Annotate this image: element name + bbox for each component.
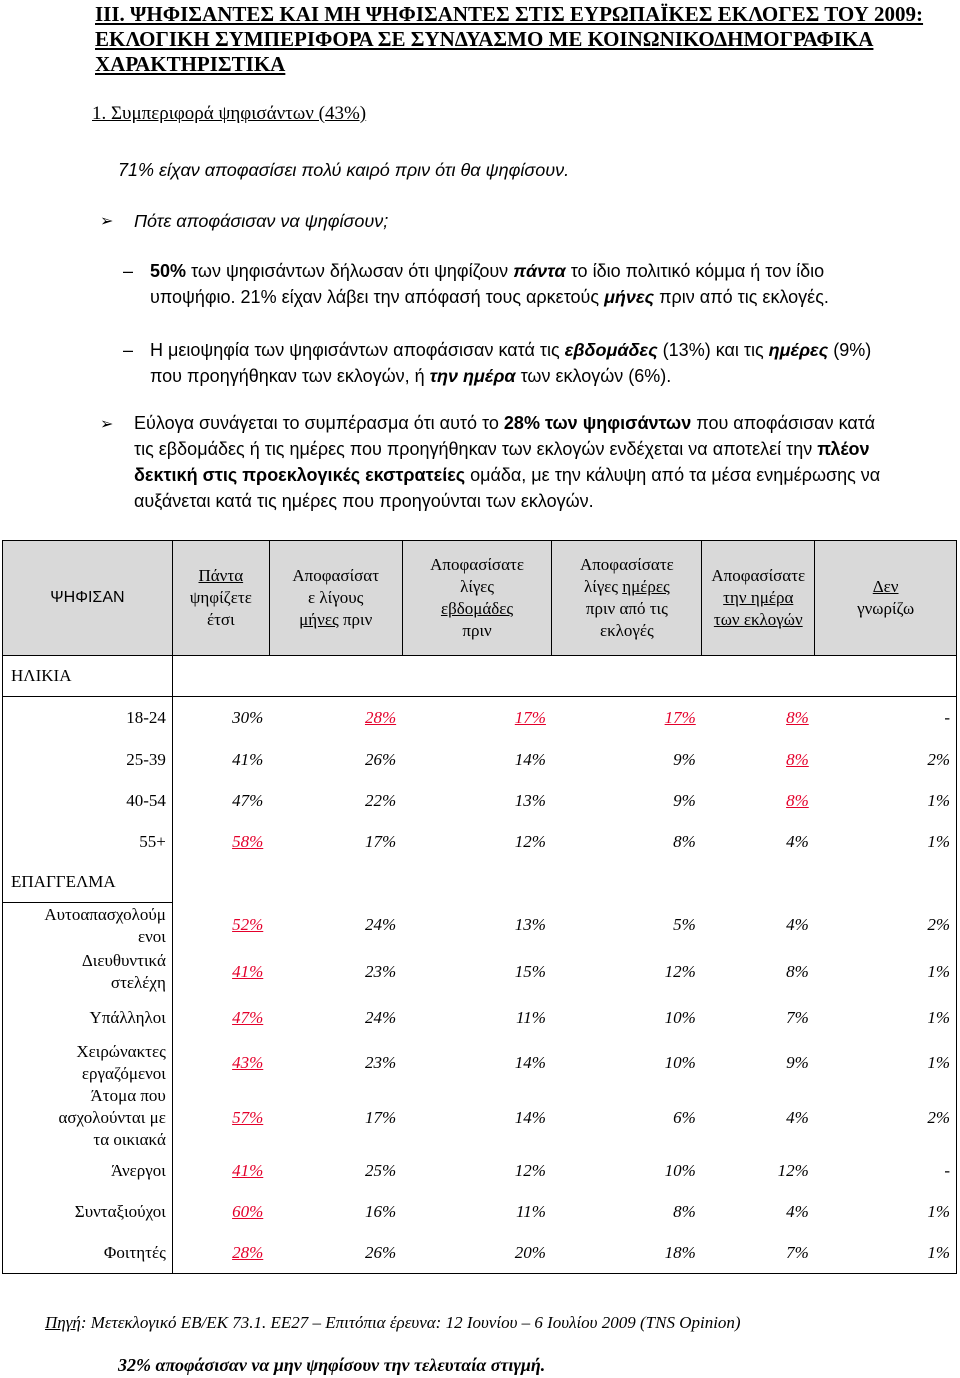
value-cell: 17% xyxy=(664,708,696,727)
dash-bullet-icon: – xyxy=(123,340,134,360)
value-cell: 24% xyxy=(364,1007,397,1027)
value-cell: 14% xyxy=(514,1052,546,1072)
conclusion-paragraph: Εύλογα συνάγεται το συμπέρασμα ότι αυτό το 28% των ψηφισάντων που αποφάσισαν κατά τις εβδομάδες ή τις ημέρες που προηγήθηκαν των εκλογών ενδέχεται να αποτελεί την πλέον δεκτική στις προεκλογικές εκστρατείες ομάδα, με την κάλυψη από τα μέσα ενημέρωσης να αυξάνεται κατά τις ημέρες που προηγούνται των εκλογών. xyxy=(134,413,881,511)
value-cell: 8% xyxy=(786,749,809,769)
value-cell: 41% xyxy=(232,1160,264,1180)
value-cell: 1% xyxy=(815,1233,957,1274)
row-label: 18-24 xyxy=(3,697,173,740)
header-weeks: Αποφασίσατε λίγες εβδομάδες πριν xyxy=(402,541,552,656)
value-cell: 18% xyxy=(552,1233,702,1274)
table-row xyxy=(3,949,957,995)
table-row xyxy=(3,902,957,949)
bullet-1-line-1: 50% των ψηφισάντων δήλωσαν ότι ψηφίζουν πάντα το ίδιο πολιτικό κόμμα ή τον ίδιο xyxy=(150,261,825,281)
value-cell: 14% xyxy=(514,749,546,769)
value-cell: 5% xyxy=(673,915,696,935)
section-row-age xyxy=(3,656,957,697)
value-cell: 12% xyxy=(514,1160,546,1180)
table-row xyxy=(3,739,957,780)
dash-bullet-icon: – xyxy=(123,261,134,281)
value-cell: 8% xyxy=(673,831,696,851)
row-label: Διευθυντικά στελέχη xyxy=(3,949,173,995)
value-cell: 1% xyxy=(815,821,957,862)
value-cell: 8% xyxy=(786,790,809,810)
table-row xyxy=(3,1233,957,1274)
value-cell: 26% xyxy=(364,749,397,769)
value-cell: 41% xyxy=(232,961,264,981)
value-cell: 7% xyxy=(702,1233,815,1274)
value-cell: 11% xyxy=(516,1007,546,1027)
value-cell: 1% xyxy=(815,780,957,821)
section-row-occupation xyxy=(3,862,957,902)
header-voted: ΨΗΦΙΣΑΝ xyxy=(3,541,173,656)
value-cell: 28% xyxy=(364,708,397,727)
value-cell: 4% xyxy=(786,1201,809,1221)
value-cell: 14% xyxy=(514,1107,546,1127)
value-cell: 17% xyxy=(364,831,397,851)
value-cell: 4% xyxy=(786,831,809,851)
arrow-bullet-icon: ➢ xyxy=(100,211,114,230)
value-cell: 8% xyxy=(673,1201,696,1221)
value-cell: 41% xyxy=(232,749,264,769)
value-cell: 47% xyxy=(232,790,264,810)
value-cell: 8% xyxy=(786,961,809,981)
value-cell: 13% xyxy=(514,915,546,935)
value-cell: 1% xyxy=(815,1191,957,1233)
value-cell: 13% xyxy=(514,790,546,810)
table-row xyxy=(3,1085,957,1151)
bullet-2-line-2: που προηγήθηκαν των εκλογών, ή την ημέρα των εκλογών (6%). xyxy=(150,366,672,386)
table-row xyxy=(3,995,957,1041)
value-cell: 23% xyxy=(364,1052,397,1072)
value-cell: 23% xyxy=(364,961,397,981)
source-note: Πηγή: Μετεκλογικό ΕΒ/ΕΚ 73.1. ΕΕ27 – Επιτόπια έρευνα: 12 Ιουνίου – 6 Ιουλίου 2009 (TNS Opinion) xyxy=(45,1313,741,1332)
table-header-row xyxy=(3,541,957,656)
value-cell: 26% xyxy=(269,1233,402,1274)
question-line: Πότε αποφάσισαν να ψηφίσουν; xyxy=(134,211,389,231)
value-cell: 2% xyxy=(815,739,957,780)
value-cell: 28% xyxy=(172,1233,269,1274)
section-label-age: ΗΛΙΚΙΑ xyxy=(3,656,173,697)
section-heading: 1. Συμπεριφορά ψηφισάντων (43%) xyxy=(92,103,367,124)
section-label-occupation: ΕΠΑΓΓΕΛΜΑ xyxy=(3,862,173,902)
value-cell: 43% xyxy=(232,1052,264,1072)
table-row xyxy=(3,1041,957,1085)
value-cell: 24% xyxy=(364,915,397,935)
header-election-day: Αποφασίσατε την ημέρα των εκλογών xyxy=(702,541,815,656)
row-label: Συνταξιούχοι xyxy=(3,1191,173,1233)
value-cell: 30% xyxy=(232,708,264,727)
value-cell: - xyxy=(815,697,957,740)
row-label: 25-39 xyxy=(3,739,173,780)
value-cell: 6% xyxy=(673,1107,696,1127)
row-label: Χειρώνακτες εργαζόμενοι xyxy=(3,1041,173,1085)
value-cell: 58% xyxy=(232,831,264,851)
value-cell: 9% xyxy=(786,1052,809,1072)
arrow-bullet-icon: ➢ xyxy=(100,414,114,433)
row-label: Αυτοαπασχολούμ ενοι xyxy=(3,902,173,949)
value-cell: 9% xyxy=(673,749,696,769)
table-row xyxy=(3,697,957,740)
header-dont-know: Δεν γνωρίζω xyxy=(815,541,957,656)
row-label: 40-54 xyxy=(3,780,173,821)
header-days: Αποφασίσατε λίγες ημέρες πριν από τις εκλογές xyxy=(552,541,702,656)
row-label: Άνεργοι xyxy=(3,1151,173,1191)
row-label: Φοιτητές xyxy=(3,1233,173,1274)
results-table xyxy=(2,540,957,1274)
value-cell: 16% xyxy=(364,1201,397,1221)
table-row xyxy=(3,1191,957,1233)
bullet-2-line-1: Η μειοψηφία των ψηφισάντων αποφάσισαν κατά τις εβδομάδες (13%) και τις ημέρες (9%) xyxy=(150,340,872,360)
value-cell: 17% xyxy=(514,708,546,727)
value-cell: 25% xyxy=(364,1160,397,1180)
value-cell: 7% xyxy=(786,1007,809,1027)
value-cell: 1% xyxy=(815,1041,957,1085)
value-cell: 22% xyxy=(364,790,397,810)
value-cell: 2% xyxy=(815,902,957,949)
bullet-1-line-2: υποψήφιο. 21% είχαν λάβει την απόφασή τους αρκετούς μήνες πριν από τις εκλογές. xyxy=(150,287,829,307)
value-cell: 10% xyxy=(664,1052,696,1072)
table-row xyxy=(3,1151,957,1191)
closing-line: 32% αποφάσισαν να μην ψηφίσουν την τελευταία στιγμή. xyxy=(118,1355,546,1375)
header-months: Αποφασίσατ ε λίγους μήνες πριν xyxy=(269,541,402,656)
value-cell: 57% xyxy=(232,1107,264,1127)
value-cell: 12% xyxy=(777,1160,809,1180)
value-cell: 20% xyxy=(402,1233,552,1274)
value-cell: 17% xyxy=(364,1107,397,1127)
table-row xyxy=(3,780,957,821)
value-cell: 60% xyxy=(232,1201,264,1221)
row-label: Υπάλληλοι xyxy=(3,995,173,1041)
value-cell: 10% xyxy=(664,1007,696,1027)
value-cell: - xyxy=(815,1151,957,1191)
value-cell: 8% xyxy=(786,708,809,727)
value-cell: 12% xyxy=(664,961,696,981)
value-cell: 12% xyxy=(514,831,546,851)
value-cell: 15% xyxy=(514,961,546,981)
row-label: Άτομα που ασχολούνται με τα οικιακά xyxy=(3,1085,173,1151)
value-cell: 4% xyxy=(786,1107,809,1127)
value-cell: 4% xyxy=(786,915,809,935)
value-cell: 9% xyxy=(673,790,696,810)
header-always: Πάντα ψηφίζετε έτσι xyxy=(172,541,269,656)
intro-line: 71% είχαν αποφασίσει πολύ καιρό πριν ότι θα ψηφίσουν. xyxy=(118,160,570,180)
table-row xyxy=(3,821,957,862)
value-cell: 47% xyxy=(232,1007,264,1027)
row-label: 55+ xyxy=(3,821,173,862)
value-cell: 10% xyxy=(664,1160,696,1180)
value-cell: 11% xyxy=(516,1201,546,1221)
value-cell: 52% xyxy=(232,915,264,935)
value-cell: 1% xyxy=(815,949,957,995)
page-title: III. ΨΗΦΙΣΑΝΤΕΣ ΚΑΙ ΜΗ ΨΗΦΙΣΑΝΤΕΣ ΣΤΙΣ ΕΥΡΩΠΑΪΚΕΣ ΕΚΛΟΓΕΣ ΤΟΥ 2009: ΕΚΛΟΓΙΚΗ ΣΥΜΠΕΡΙΦΟΡΑ ΣΕ ΣΥΝΔΥΑΣΜΟ ΜΕ ΚΟΙΝΩΝΙΚΟΔΗΜΟΓΡΑΦΙΚΑ ΧΑΡΑΚΤΗΡΙΣΤΙΚΑ xyxy=(95,2,924,76)
value-cell: 1% xyxy=(815,995,957,1041)
value-cell: 2% xyxy=(815,1085,957,1151)
